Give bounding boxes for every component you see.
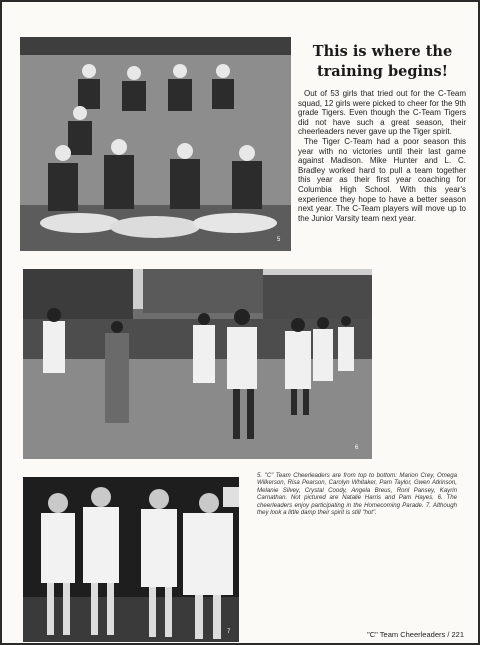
page-folio: "C" Team Cheerleaders / 221 bbox=[367, 630, 464, 639]
squad-group-photo bbox=[20, 37, 291, 251]
homecoming-parade-photo bbox=[23, 269, 372, 459]
article-paragraph: The Tiger C-Team had a poor season this year with no victories until their last game against Madison. Mike Hunter and L. C. Bradley worked hard to pull a team together this year as their first year coaching for Columbia High School. With this year's experience they hope to have a better season next year. The C-Team players will move up to the Junior Varsity team next year. bbox=[298, 136, 466, 223]
photo-number: 7 bbox=[227, 629, 231, 635]
article-paragraph: Out of 53 girls that tried out for the C-Team squad, 12 girls were picked to cheer for the 9th grade Tigers. Even though the C-Team Tigers did not have such a great season, their cheerleaders never gave up the Tiger spirit. bbox=[298, 89, 466, 137]
photo-caption: 5. "C" Team Cheerleaders are from top to bottom: Marion Crey, Omega Wilkerson, Risa Pearson, Carolyn Whitaker, Pam Taylor, Gwen Atkinson, Melanie Silvey, Crystal Coody, Angela Breus, Ronl Pansey, Kayrin Carnathan. Not pictured are Natalie Harris and Pam Hayes. 6. The cheerleaders enjoy participating in the Homecoming Parade. 7. Although they look a little damp their spirit is still "hot". bbox=[257, 472, 457, 517]
yearbook-page bbox=[2, 2, 478, 643]
photo-number: 6 bbox=[355, 445, 359, 451]
article-body bbox=[298, 89, 466, 223]
night-game-photo bbox=[23, 477, 239, 642]
headline-line-2: training begins! bbox=[316, 63, 449, 80]
headline-line-1: This is where the bbox=[312, 43, 453, 60]
photo-number: 5 bbox=[277, 237, 281, 243]
page-headline bbox=[300, 42, 465, 82]
